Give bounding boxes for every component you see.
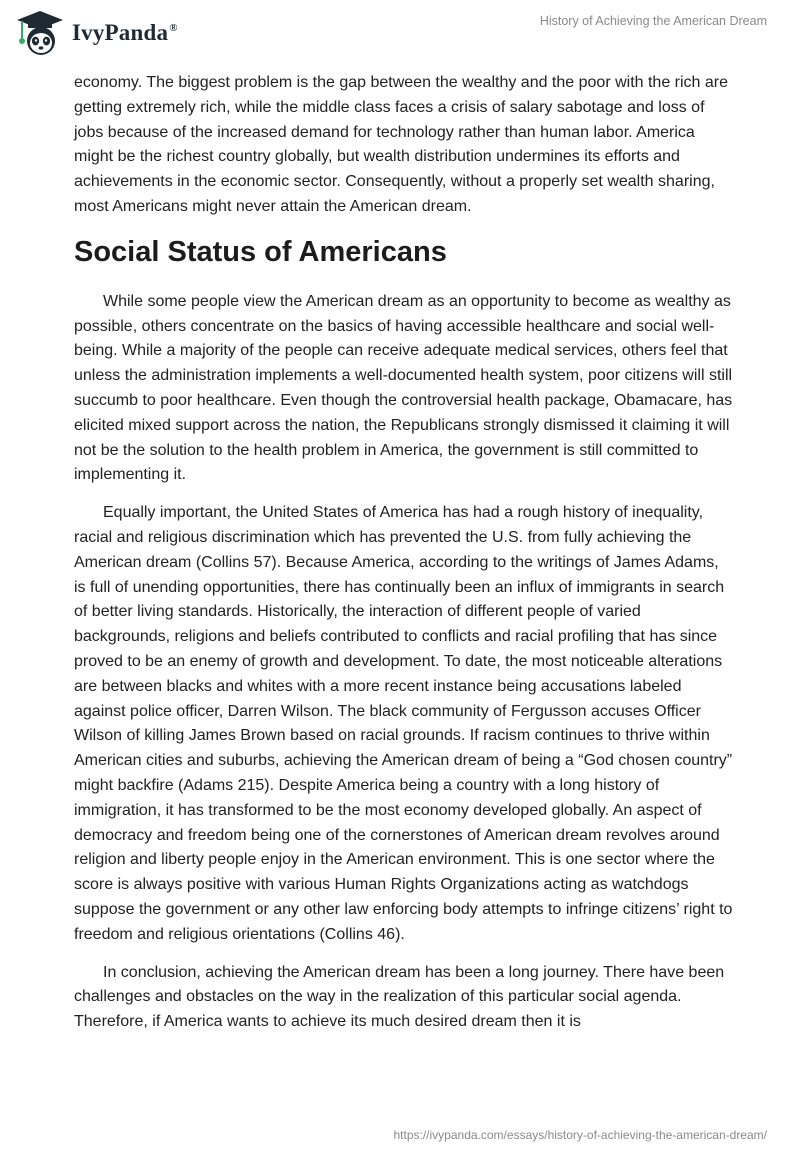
panda-graduate-logo-icon — [14, 9, 66, 57]
intro-paragraph: economy. The biggest problem is the gap between the wealthy and the poor with the rich are getting extremely rich, while the middle class faces a crisis of salary sabotage and loss of jobs because of the increased demand for technology rather than human labor. America might be the richest country globally, but wealth distribution undermines its efforts and achievements in the economic sector. Consequently, without a properly set wealth sharing, most Americans might never attain the American dream. — [74, 74, 729, 215]
logo-text: IvyPanda® — [72, 20, 178, 45]
paragraph-healthcare: While some people view the American dream as an opportunity to become as wealthy as possible, others concentrate on the basics of having accessible healthcare and social well-being. While a majority of the people can receive adequate medical services, others feel that unless the administration implements a well-documented health system, poor citizens will still succumb to poor healthcare. Even though the controversial health package, Obamacare, has elicited mixed support across the nation, the Republicans strongly dismissed it claiming it will not be the solution to the health problem in America, the government is still committed to implementing it. — [74, 292, 733, 484]
ivypanda-logo[interactable] — [14, 8, 178, 58]
document-title: History of Achieving the American Dream — [539, 14, 767, 28]
paragraph-conclusion: In conclusion, achieving the American dream has been a long journey. There have been challenges and obstacles on the way in the realization of this particular social agenda. Therefore, if America wants to achieve its much desired dream then it is — [74, 963, 725, 1031]
essay-body — [74, 71, 734, 1048]
registered-mark: ® — [169, 22, 178, 34]
footer-url[interactable]: https://ivypanda.com/essays/history-of-achieving-the-american-dream/ — [393, 1128, 767, 1142]
section-heading: Social Status of Americans — [74, 235, 447, 268]
paragraph-inequality: Equally important, the United States of America has had a rough history of inequality, racial and religious discrimination which has prevented the U.S. from fully achieving the American dream (Collins 57). Because America, according to the writings of James Adams, is full of unending opportunities, there has continually been an influx of immigrants in search of better living standards. Historically, the interaction of different people of varied backgrounds, religions and beliefs contributed to conflicts and racial profiling that has since proved to be an enemy of growth and development. To date, the most noticeable alterations are between blacks and whites with a more recent instance being accusations labeled against police officer, Darren Wilson. The black community of Fergusson accuses Officer Wilson of killing James Brown based on racial grounds. If racism continues to thrive within American cities and suburbs, achieving the American dream of being a “God chosen country” might backfire (Adams 215). Despite America being a country with a long history of immigration, it has transformed to be the most economy developed globally. An aspect of democracy and freedom being one of the cornerstones of American dream revolves around religion and liberty people enjoy in the American environment. This is one sector where the score is always positive with various Human Rights Organizations acting as watchdogs suppose the government or any other law enforcing body attempts to infringe citizens’ right to freedom and religious orientations (Collins 46). — [74, 504, 733, 943]
page-header — [0, 0, 800, 64]
